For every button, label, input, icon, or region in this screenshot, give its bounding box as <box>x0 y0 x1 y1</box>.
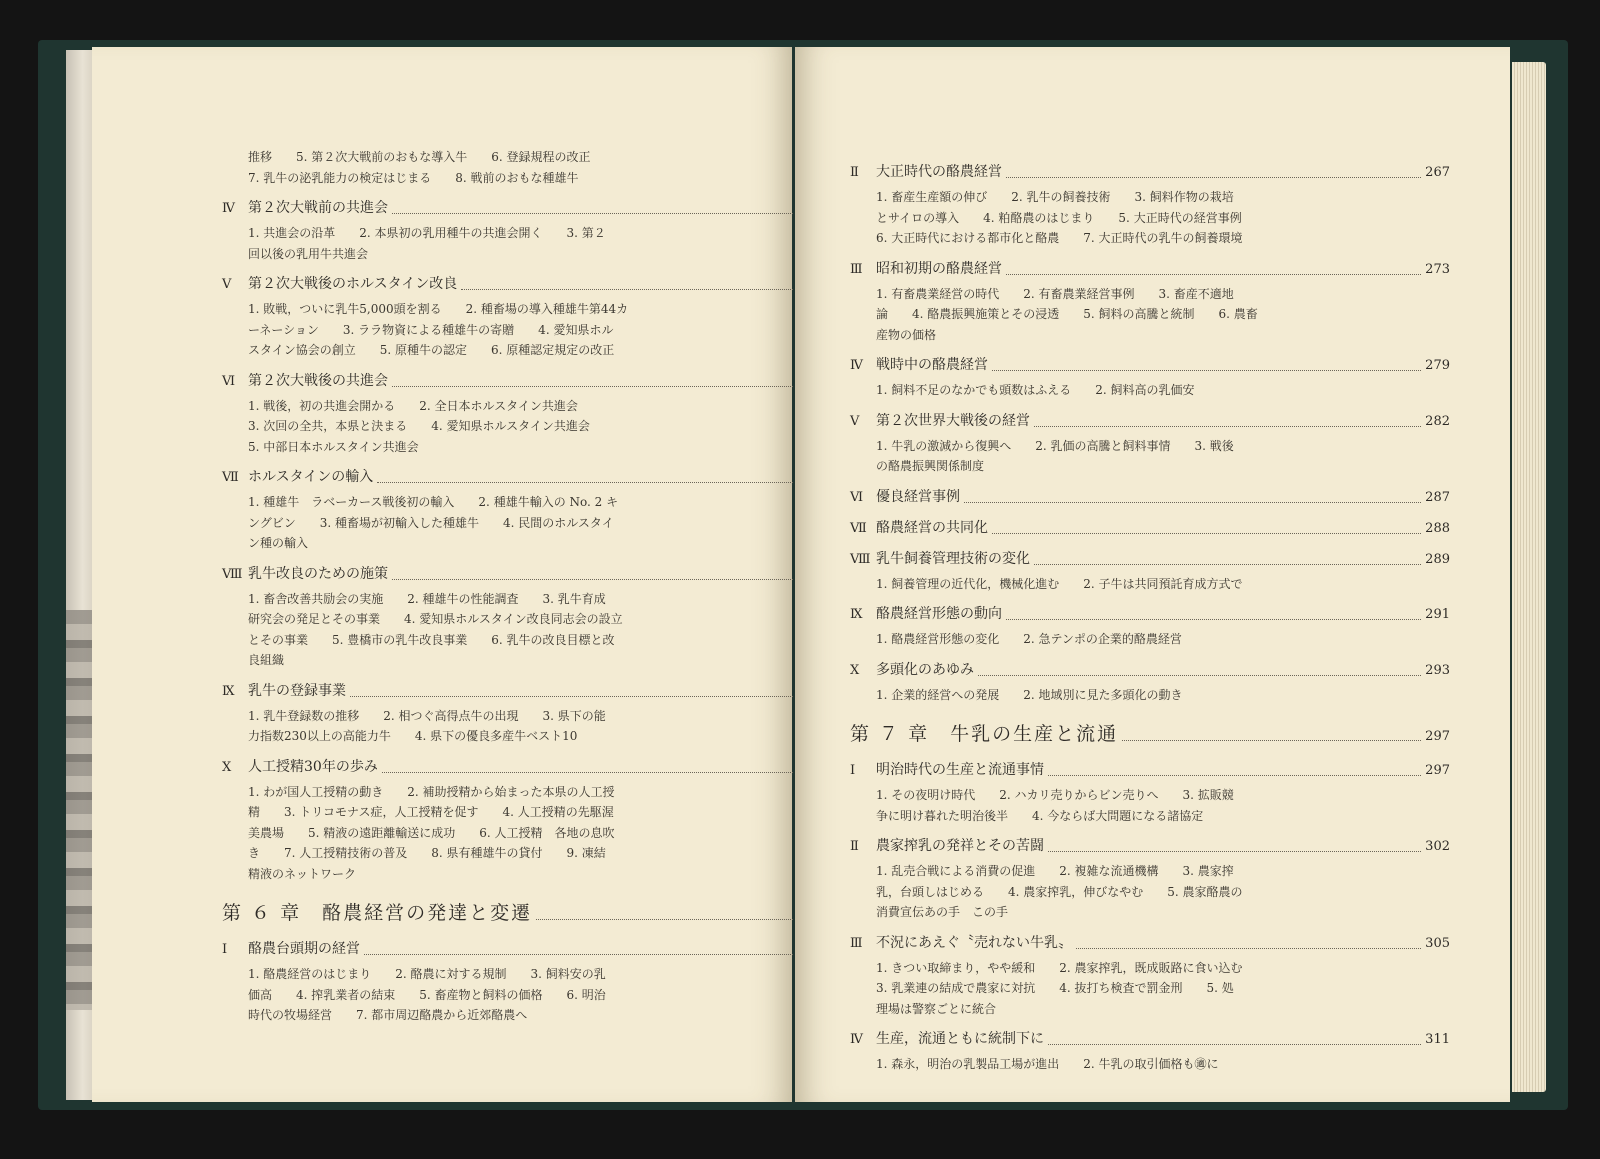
left-page <box>92 47 792 1102</box>
section-number: Ⅵ <box>222 373 236 389</box>
section-title: 不況にあえぐ〝売れない牛乳〟 <box>876 934 1072 951</box>
toc-section <box>850 411 1450 477</box>
toc-section <box>222 564 822 671</box>
leader-dots <box>978 665 1421 676</box>
page-number: 297 <box>1425 729 1450 744</box>
subsection-line: 5. 中部日本ホルスタイン共進会 <box>248 439 419 454</box>
subsection-list <box>850 436 1450 477</box>
page-number: 291 <box>1425 607 1450 622</box>
page-number: 293 <box>1425 662 1450 678</box>
toc-section <box>850 259 1450 346</box>
subsection-line: 産物の価格 <box>876 327 937 342</box>
toc-entry <box>850 933 1450 954</box>
subsection-line: 1. 酪農経営形態の変化 2. 急テンポの企業的酪農経営 <box>876 632 1182 646</box>
section-number: Ⅳ <box>850 1032 863 1047</box>
subsection-line: き 7. 人工授精技術の普及 8. 県有種雄牛の貸付 9. 凍結 <box>248 846 606 860</box>
section-number: Ⅰ <box>222 942 228 957</box>
subsection-list <box>222 223 822 264</box>
toc-entry <box>222 198 822 219</box>
subsection-list <box>222 589 822 671</box>
subsection-line: 3. 乳業連の結成で農家に対抗 4. 抜打ち検査で罰金刑 5. 処 <box>876 981 1234 995</box>
leader-dots <box>992 523 1421 534</box>
subsection-line: とサイロの導入 4. 粕酪農のはじまり 5. 大正時代の経営事例 <box>876 210 1242 225</box>
subsection-line: 3. 次回の全共，本県と決まる 4. 愛知県ホルスタイン共進会 <box>248 419 590 433</box>
subsection-line: 1. その夜明け時代 2. ハカリ売りからビン売りへ 3. 拡販競 <box>876 788 1234 802</box>
subsection-list <box>850 685 1450 706</box>
subsection-line: 1. 畜産生産額の伸び 2. 乳牛の飼養技術 3. 飼料作物の栽培 <box>876 190 1234 204</box>
section-title: 大正時代の酪農経営 <box>876 164 1002 180</box>
section-title: 多頭化のあゆみ <box>876 661 974 678</box>
subsection-line: 回以後の乳用牛共進会 <box>248 246 369 261</box>
subsection-line: 1. 飼養管理の近代化，機械化進む 2. 子牛は共同預託育成方式で <box>876 576 1243 591</box>
chapter-block <box>850 721 1450 750</box>
subsection-line: 精 3. トリコモナス症，人工授精を促す 4. 人工授精の先駆渥 <box>248 805 614 819</box>
section-title: 乳牛改良のための施策 <box>248 565 388 582</box>
leader-dots <box>1048 1034 1421 1045</box>
toc-entry <box>850 760 1450 781</box>
toc-section <box>222 467 822 554</box>
page-number: 282 <box>1425 413 1450 429</box>
section-number: Ⅱ <box>850 839 859 854</box>
toc-entry <box>222 274 822 295</box>
section-title: 酪農経営形態の動向 <box>876 606 1002 622</box>
toc-section <box>222 681 822 747</box>
toc-section <box>850 487 1450 508</box>
section-title: 戦時中の酪農経営 <box>876 357 988 373</box>
section-number: Ⅷ <box>850 551 871 567</box>
section-number: Ⅰ <box>850 763 856 778</box>
toc-entry <box>222 371 822 392</box>
toc-entry <box>850 162 1450 183</box>
subsection-list <box>222 964 822 1026</box>
section-title: 酪農経営の共同化 <box>876 519 988 536</box>
toc-entry <box>850 660 1450 681</box>
toc-entry <box>850 487 1450 508</box>
section-number: Ⅴ <box>222 277 232 292</box>
subsection-list <box>222 782 822 885</box>
subsection-line: 乳，台頭しはじめる 4. 農家搾乳，伸びなやむ 5. 農家酪農の <box>876 884 1243 899</box>
chapter-title: 第 ７ 章 牛乳の生産と流通 <box>850 723 1119 745</box>
page-number: 302 <box>1425 839 1450 854</box>
subsection-line: 美農場 5. 精液の遠距離輸送に成功 6. 人工授精 各地の息吹 <box>248 825 615 840</box>
subsection-line: 1. 種雄牛 ラベーカース戦後初の輸入 2. 種雄牛輸入の No. 2 キ <box>248 495 619 509</box>
subsection-line: 7. 乳牛の泌乳能力の検定はじまる 8. 戦前のおもな種雄牛 <box>248 170 579 185</box>
section-title: 農家搾乳の発祥とその苦闘 <box>876 838 1044 854</box>
page-edges <box>1512 62 1546 1092</box>
toc-entry <box>850 604 1450 625</box>
subsection-line: 理場は警察ごとに統合 <box>876 1001 997 1016</box>
section-number: Ⅲ <box>850 261 863 277</box>
section-title: 生産，流通ともに統制下に <box>876 1031 1044 1047</box>
subsection-line: の酪農振興関係制度 <box>876 459 985 473</box>
leader-dots <box>1006 167 1421 178</box>
toc-entry <box>850 518 1450 539</box>
section-number: Ⅴ <box>850 413 860 429</box>
toc-section <box>222 198 822 264</box>
page-number: 279 <box>1425 358 1450 373</box>
subsection-list <box>850 1054 1450 1075</box>
section-title: 第２次世界大戦後の経営 <box>876 412 1030 429</box>
section-number: Ⅸ <box>850 607 863 622</box>
toc-section <box>222 371 822 458</box>
subsection-list <box>850 785 1450 826</box>
page-number: 267 <box>1425 165 1450 180</box>
toc-entry <box>850 355 1450 376</box>
subsection-list <box>850 380 1450 401</box>
toc-section <box>850 355 1450 401</box>
section-number: Ⅷ <box>222 566 243 582</box>
leader-dots <box>992 360 1421 371</box>
leader-dots <box>964 492 1421 503</box>
toc-entry <box>850 259 1450 280</box>
toc-entry <box>222 939 822 960</box>
section-number: Ⅵ <box>850 489 864 505</box>
section-number: Ⅳ <box>222 201 235 216</box>
subsection-line: 1. 森永，明治の乳製品工場が進出 2. 牛乳の取引価格も㊜に <box>876 1057 1219 1071</box>
prior-page-strip <box>66 50 94 1100</box>
section-number: Ⅱ <box>850 165 859 180</box>
subsection-list <box>850 187 1450 249</box>
subsection-line: 価高 4. 搾乳業者の結束 5. 畜産物と飼料の価格 6. 明治 <box>248 987 606 1002</box>
page-number: 287 <box>1425 489 1450 505</box>
toc-entry <box>850 1029 1450 1050</box>
section-number: Ⅶ <box>850 520 867 536</box>
section-number: Ⅶ <box>222 470 239 485</box>
section-number: Ⅲ <box>850 935 863 951</box>
subsection-list <box>850 574 1450 595</box>
subsection-line: ン種の輸入 <box>248 536 309 550</box>
section-title: 第２次大戦後のホルスタイン改良 <box>248 276 458 292</box>
subsection-line: 1. 戦後，初の共進会開かる 2. 全日本ホルスタイン共進会 <box>248 398 578 413</box>
subsection-line: とその事業 5. 豊橋市の乳牛改良事業 6. 乳牛の改良目標と改 <box>248 632 615 647</box>
leader-dots <box>1048 765 1421 776</box>
leader-dots <box>1006 609 1421 620</box>
leader-dots <box>1034 416 1421 427</box>
subsection-line: 1. 畜舎改善共励会の実施 2. 種雄牛の性能調査 3. 乳牛育成 <box>248 591 606 606</box>
leader-dots <box>461 279 793 290</box>
subsection-line: 1. 乳牛登録数の推移 2. 相つぐ高得点牛の出現 3. 県下の能 <box>248 708 606 723</box>
leader-dots <box>382 762 793 773</box>
section-title: 人工授精30年の歩み <box>248 758 378 775</box>
section-title: 第２次大戦前の共進会 <box>248 200 388 216</box>
subsection-list <box>850 629 1450 650</box>
subsection-line: 1. 企業的経営への発展 2. 地域別に見た多頭化の動き <box>876 687 1183 702</box>
leader-dots <box>392 376 793 387</box>
section-title: 明治時代の生産と流通事情 <box>876 762 1044 778</box>
subsection-line: 論 4. 酪農振興施策とその浸透 5. 飼料の高騰と統制 6. 農畜 <box>876 307 1258 321</box>
subsection-line: 1. 牛乳の激減から復興へ 2. 乳価の高騰と飼料事情 3. 戦後 <box>876 438 1234 453</box>
left-toc <box>222 147 822 1026</box>
leader-dots <box>536 909 793 920</box>
section-number: Ⅹ <box>222 759 232 775</box>
leader-dots <box>1006 264 1421 275</box>
toc-section <box>850 518 1450 539</box>
toc-entry <box>222 757 822 778</box>
section-title: 乳牛の登録事業 <box>248 682 346 699</box>
subsection-line: 研究会の発足とその事業 4. 愛知県ホルスタイン改良同志会の設立 <box>248 612 623 626</box>
right-toc <box>850 152 1450 1075</box>
leader-dots <box>364 944 793 955</box>
leader-dots <box>392 203 793 214</box>
leader-dots <box>377 472 793 483</box>
subsection-line: 1. 共進会の沿革 2. 本県初の乳用種牛の共進会開く 3. 第２ <box>248 226 606 240</box>
leader-dots <box>1034 554 1421 565</box>
toc-entry <box>222 681 822 702</box>
subsection-list <box>850 284 1450 346</box>
page-number: 311 <box>1425 1032 1450 1047</box>
toc-section <box>850 836 1450 923</box>
page-number: 305 <box>1425 935 1450 951</box>
toc-section <box>850 1029 1450 1075</box>
subsection-list <box>850 861 1450 923</box>
subsection-line: 1. 有畜農業経営の時代 2. 有畜農業経営事例 3. 畜産不適地 <box>876 286 1234 301</box>
subsection-line: 1. 敗戦，ついに乳牛5,000頭を割る 2. 種畜場の導入種雄牛第44カ <box>248 302 629 316</box>
section-number: Ⅳ <box>850 358 863 373</box>
subsection-line: スタイン協会の創立 5. 原種牛の認定 6. 原種認定規定の改正 <box>248 343 615 357</box>
subsection-line: 1. きつい取締まり，やや緩和 2. 農家搾乳，既成販路に食い込む <box>876 960 1243 975</box>
leader-dots <box>392 569 793 580</box>
chapter-title: 第 ６ 章 酪農経営の発達と変遷 <box>222 902 533 924</box>
subsection-line: 1. 乱売合戦による消費の促進 2. 複雑な流通機構 3. 農家搾 <box>876 864 1234 878</box>
subsection-list <box>222 492 822 554</box>
section-number: Ⅹ <box>850 662 860 678</box>
leader-dots <box>350 686 793 697</box>
page-number: 288 <box>1425 520 1450 536</box>
subsection-line: ングビン 3. 種畜場が初輸入した種雄牛 4. 民間のホルスタイ <box>248 515 614 530</box>
subsection-line: 争に明け暮れた明治後半 4. 今ならば大問題になる諸協定 <box>876 808 1204 823</box>
toc-section <box>850 604 1450 650</box>
chapter-block <box>222 900 822 929</box>
section-number: Ⅸ <box>222 683 235 699</box>
subsection-line: 1. 飼料不足のなかでも頭数はふえる 2. 飼料高の乳価安 <box>876 383 1195 397</box>
toc-entry <box>850 549 1450 570</box>
toc-entry <box>850 411 1450 432</box>
right-page <box>795 47 1510 1102</box>
toc-section <box>850 933 1450 1020</box>
toc-entry <box>222 467 822 488</box>
subsection-list <box>222 706 822 747</box>
continuation-lines <box>222 147 822 188</box>
subsection-line: 精液のネットワーク <box>248 866 357 881</box>
toc-entry <box>850 836 1450 857</box>
section-title: 乳牛飼養管理技術の変化 <box>876 550 1030 567</box>
section-title: 優良経営事例 <box>876 488 960 505</box>
chapter-heading <box>222 900 822 929</box>
page-number: 273 <box>1425 261 1450 277</box>
subsection-line: 時代の牧場経営 7. 都市周辺酪農から近郊酪農へ <box>248 1008 528 1022</box>
section-title: 昭和初期の酪農経営 <box>876 260 1002 277</box>
subsection-line: 推移 5. 第２次大戦前のおもな導入牛 6. 登録規程の改正 <box>248 150 591 164</box>
photo-edge <box>66 610 94 1010</box>
toc-section <box>850 549 1450 595</box>
section-title: 第２次大戦後の共進会 <box>248 372 388 389</box>
toc-section <box>222 757 822 885</box>
leader-dots <box>1048 841 1421 852</box>
subsection-line: 良組織 <box>248 653 285 667</box>
toc-section <box>850 162 1450 249</box>
toc-section <box>222 274 822 361</box>
page-number: 297 <box>1425 763 1450 778</box>
chapter-heading <box>850 721 1450 750</box>
subsection-list <box>850 958 1450 1020</box>
subsection-list <box>222 396 822 458</box>
subsection-line: 6. 大正時代における都市化と酪農 7. 大正時代の乳牛の飼養環境 <box>876 231 1243 245</box>
leader-dots <box>1076 938 1421 949</box>
subsection-line: 消費宣伝あの手 この手 <box>876 905 1009 919</box>
toc-entry <box>222 564 822 585</box>
leader-dots <box>1122 730 1421 741</box>
toc-section <box>850 660 1450 706</box>
toc-section <box>222 939 822 1026</box>
section-title: 酪農台頭期の経営 <box>248 941 360 957</box>
subsection-line: ーネーション 3. ララ物資による種雄牛の寄贈 4. 愛知県ホル <box>248 322 614 337</box>
subsection-line: 力指数230以上の高能力牛 4. 県下の優良多産牛ベスト10 <box>248 729 578 743</box>
subsection-line: 1. わが国人工授精の動き 2. 補助授精から始まった本県の人工授 <box>248 784 615 799</box>
subsection-line: 1. 酪農経営のはじまり 2. 酪農に対する規制 3. 飼料安の乳 <box>248 967 606 981</box>
page-number: 289 <box>1425 551 1450 567</box>
section-title: ホルスタインの輸入 <box>248 469 374 485</box>
toc-section <box>850 760 1450 826</box>
subsection-list <box>222 299 822 361</box>
